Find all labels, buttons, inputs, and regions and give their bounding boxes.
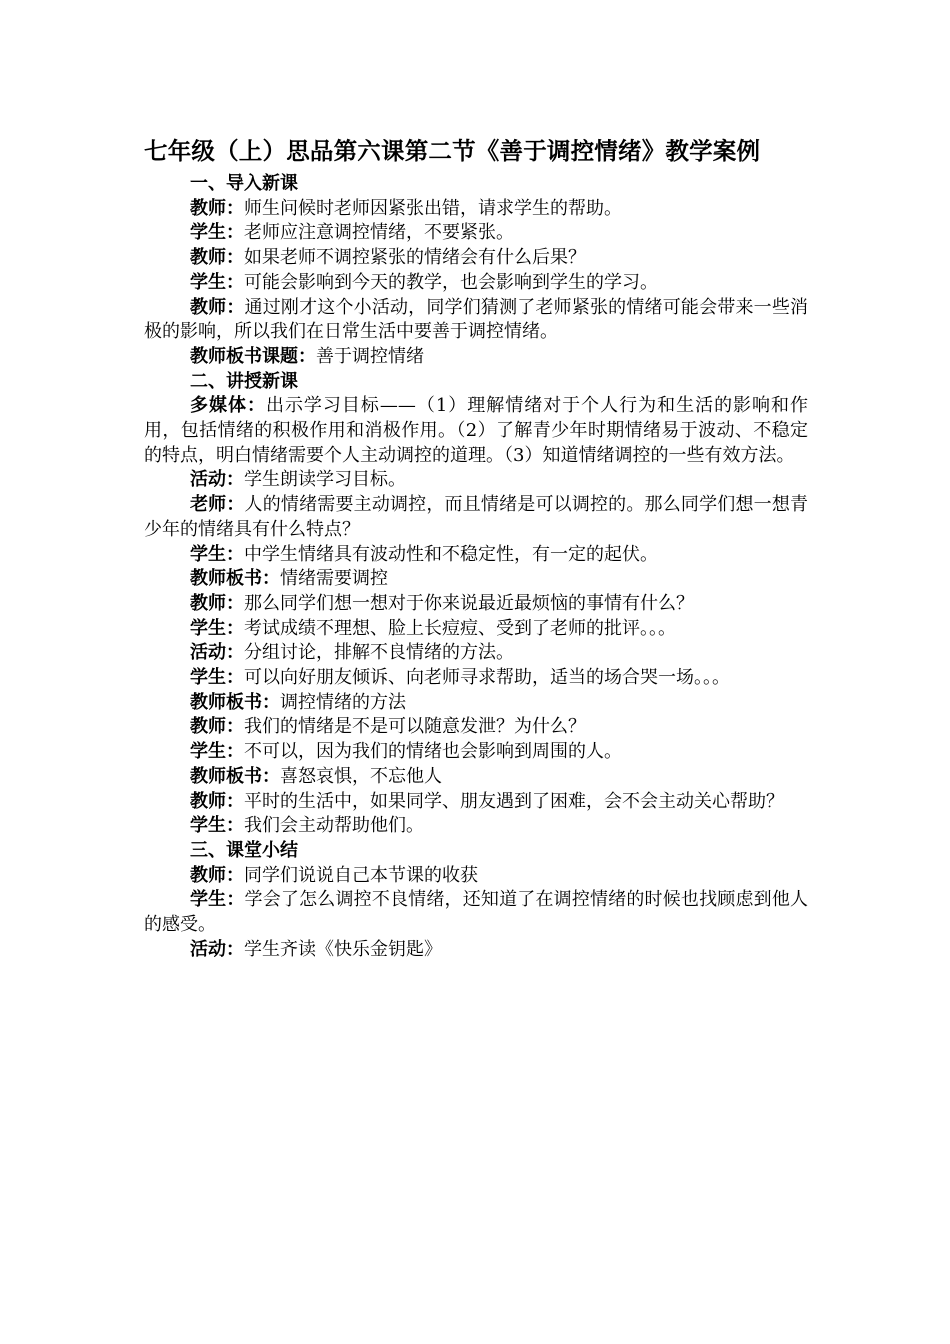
section-heading-text: 一、导入新课 <box>190 173 298 194</box>
paragraph-text: 可能会影响到今天的教学，也会影响到学生的学习。 <box>244 271 658 293</box>
dialogue-paragraph <box>144 938 808 963</box>
speaker-label: 学生： <box>190 271 244 293</box>
dialogue-paragraph <box>144 765 808 790</box>
speaker-label: 教师： <box>190 592 244 614</box>
section-heading-text: 二、讲授新课 <box>190 370 298 392</box>
dialogue-paragraph <box>144 246 808 271</box>
dialogue-paragraph <box>144 691 808 716</box>
dialogue-paragraph <box>144 592 808 617</box>
paragraph-text: 调控情绪的方法 <box>280 691 406 713</box>
paragraph-text: 师生问候时老师因紧张出错，请求学生的帮助。 <box>244 197 622 219</box>
speaker-label: 活动： <box>190 938 244 960</box>
speaker-label: 学生： <box>190 741 244 763</box>
paragraph-text: 平时的生活中，如果同学、朋友遇到了困难，会不会主动关心帮助？ <box>244 790 784 812</box>
dialogue-paragraph <box>144 567 808 592</box>
dialogue-paragraph <box>144 617 808 642</box>
speaker-label: 教师板书： <box>190 765 280 787</box>
dialogue-paragraph <box>144 641 808 666</box>
paragraph-text: 中学生情绪具有波动性和不稳定性，有一定的起伏。 <box>244 543 658 565</box>
speaker-label: 教师： <box>190 296 245 318</box>
dialogue-paragraph <box>144 740 808 765</box>
dialogue-paragraph <box>144 394 808 468</box>
speaker-label: 老师： <box>190 494 245 516</box>
section-heading-text: 三、课堂小结 <box>190 839 298 861</box>
paragraph-text: 老师应注意调控情绪，不要紧张。 <box>244 222 514 244</box>
paragraph-text: 如果老师不调控紧张的情绪会有什么后果？ <box>244 247 586 269</box>
section-heading <box>144 370 808 395</box>
dialogue-paragraph <box>144 864 808 889</box>
speaker-label: 教师： <box>190 247 244 269</box>
speaker-label: 教师板书： <box>190 568 280 590</box>
dialogue-paragraph <box>144 543 808 568</box>
dialogue-paragraph <box>144 197 808 222</box>
speaker-label: 学生： <box>190 815 244 837</box>
speaker-label: 多媒体： <box>190 395 266 417</box>
paragraph-text: 学生齐读《快乐金钥匙》 <box>244 938 442 960</box>
paragraph-text: 我们的情绪是不是可以随意发泄？为什么？ <box>244 716 586 738</box>
document-title: 七年级（上）思品第六课第二节《善于调控情绪》教学案例 <box>144 137 761 165</box>
dialogue-paragraph <box>144 666 808 691</box>
paragraph-text: 学会了怎么调控不良情绪，还知道了在调控情绪的时候也找顾虑到他人的感受。 <box>144 889 808 936</box>
paragraph-text: 善于调控情绪 <box>316 345 424 367</box>
paragraph-text: 同学们说说自己本节课的收获 <box>244 864 478 886</box>
section-heading <box>144 172 808 197</box>
speaker-label: 活动： <box>190 642 244 664</box>
paragraph-text: 不可以，因为我们的情绪也会影响到周围的人。 <box>244 741 622 763</box>
speaker-label: 教师： <box>190 790 244 812</box>
dialogue-paragraph <box>144 814 808 839</box>
speaker-label: 学生： <box>190 543 244 565</box>
dialogue-paragraph <box>144 296 808 345</box>
dialogue-paragraph <box>144 271 808 296</box>
dialogue-paragraph <box>144 468 808 493</box>
dialogue-paragraph <box>144 345 808 370</box>
paragraph-text: 出示学习目标——（1）理解情绪对于个人行为和生活的影响和作用，包括情绪的积极作用和消极作用。（2）了解青少年时期情绪易于波动、不稳定的特点，明白情绪需要个人主动调控的道理。（3）知道情绪调控的一些有效方法。 <box>144 395 809 466</box>
paragraph-text: 喜怒哀惧，不忘他人 <box>280 765 442 787</box>
dialogue-paragraph <box>144 888 808 937</box>
document-page <box>144 132 808 963</box>
speaker-label: 教师： <box>190 197 244 219</box>
paragraph-text: 通过刚才这个小活动，同学们猜测了老师紧张的情绪可能会带来一些消极的影响，所以我们在日常生活中要善于调控情绪。 <box>144 296 808 343</box>
section-heading <box>144 839 808 864</box>
paragraph-text: 可以向好朋友倾诉、向老师寻求帮助，适当的场合哭一场。。。 <box>244 667 730 689</box>
speaker-label: 学生： <box>190 617 244 639</box>
document-body <box>144 172 808 963</box>
dialogue-paragraph <box>144 790 808 815</box>
paragraph-text: 人的情绪需要主动调控，而且情绪是可以调控的。那么同学们想一想青少年的情绪具有什么特点？ <box>144 494 808 540</box>
speaker-label: 教师： <box>190 864 244 886</box>
paragraph-text: 分组讨论，排解不良情绪的方法。 <box>244 642 514 664</box>
paragraph-text: 那么同学们想一想对于你来说最近最烦恼的事情有什么？ <box>244 592 694 614</box>
paragraph-text: 情绪需要调控 <box>280 568 388 590</box>
speaker-label: 教师板书课题： <box>190 345 316 367</box>
dialogue-paragraph <box>144 715 808 740</box>
speaker-label: 教师： <box>190 716 244 738</box>
speaker-label: 学生： <box>190 889 245 911</box>
dialogue-paragraph <box>144 221 808 246</box>
paragraph-text: 学生朗读学习目标。 <box>244 469 406 491</box>
paragraph-text: 我们会主动帮助他们。 <box>244 815 424 837</box>
dialogue-paragraph <box>144 493 808 542</box>
speaker-label: 学生： <box>190 222 244 244</box>
speaker-label: 学生： <box>190 667 244 689</box>
paragraph-text: 考试成绩不理想、脸上长痘痘、受到了老师的批评。。。 <box>244 617 676 639</box>
speaker-label: 活动： <box>190 469 244 491</box>
speaker-label: 教师板书： <box>190 691 280 713</box>
